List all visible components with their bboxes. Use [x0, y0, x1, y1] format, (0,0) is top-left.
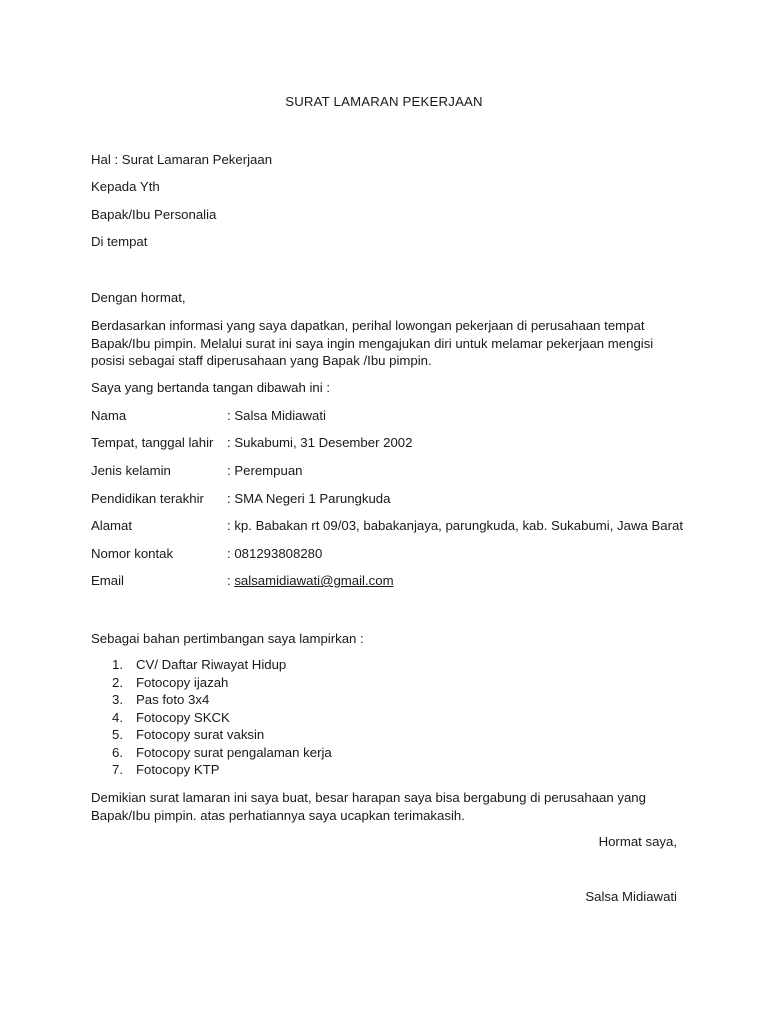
place-line: Di tempat: [91, 234, 148, 249]
list-item: [91, 726, 332, 744]
email-link[interactable]: salsamidiawati@gmail.com: [234, 573, 394, 588]
undersigned-line: Saya yang bertanda tangan dibawah ini :: [91, 380, 331, 395]
list-item: [91, 656, 332, 674]
field-label-email: Email: [91, 573, 124, 588]
field-value-phone: : 081293808280: [227, 546, 323, 561]
field-label-education: Pendidikan terakhir: [91, 491, 204, 506]
list-text: Fotocopy KTP: [136, 762, 220, 777]
list-item: [91, 744, 332, 762]
field-label-gender: Jenis kelamin: [91, 463, 171, 478]
list-text: Fotocopy surat vaksin: [136, 727, 265, 742]
field-value-education: : SMA Negeri 1 Parungkuda: [227, 491, 391, 506]
list-text: Fotocopy ijazah: [136, 674, 229, 690]
list-number: 1.: [112, 657, 123, 672]
email-prefix: :: [227, 573, 235, 588]
signature-name: Salsa Midiawati: [585, 889, 677, 904]
field-label-address: Alamat: [91, 518, 133, 533]
list-number: 4.: [112, 709, 123, 725]
list-number: 6.: [112, 744, 123, 760]
field-value-nama: : Salsa Midiawati: [227, 408, 326, 423]
list-text: Pas foto 3x4: [136, 692, 210, 707]
field-label-nama: Nama: [91, 408, 127, 423]
intro-paragraph: Berdasarkan informasi yang saya dapatkan, perihal lowongan pekerjaan di perusahaan tempat Bapak/Ibu pimpin. Melalui surat ini saya ingin mengajukan diri untuk melamar pekerjaan mengisi posisi sebagai staff diperusahaan yang Bapak /Ibu pimpin.: [91, 318, 654, 368]
subject-line: Hal : Surat Lamaran Pekerjaan: [91, 152, 273, 167]
field-label-ttl: Tempat, tanggal lahir: [91, 435, 214, 450]
list-text: Fotocopy surat pengalaman kerja: [136, 744, 332, 760]
attachments-list: [91, 656, 332, 779]
recipient-line: Bapak/Ibu Personalia: [91, 207, 217, 222]
field-label-phone: Nomor kontak: [91, 546, 174, 561]
list-text: CV/ Daftar Riwayat Hidup: [136, 657, 287, 672]
list-number: 3.: [112, 692, 123, 707]
addressee-line: Kepada Yth: [91, 179, 160, 194]
letter-title: SURAT LAMARAN PEKERJAAN: [285, 94, 483, 109]
list-item: [91, 761, 332, 779]
field-value-address: : kp. Babakan rt 09/03, babakanjaya, parungkuda, kab. Sukabumi, Jawa Barat: [227, 518, 683, 533]
list-number: 5.: [112, 727, 123, 742]
attachments-intro: Sebagai bahan pertimbangan saya lampirkan :: [91, 631, 364, 646]
field-value-ttl: : Sukabumi, 31 Desember 2002: [227, 435, 413, 450]
list-text: Fotocopy SKCK: [136, 709, 230, 725]
closing-paragraph: Demikian surat lamaran ini saya buat, besar harapan saya bisa bergabung di perusahaan yang Bapak/Ibu pimpin. atas perhatiannya saya ucapkan terimakasih.: [91, 790, 646, 823]
greeting: Dengan hormat,: [91, 290, 186, 305]
field-value-gender: : Perempuan: [227, 463, 303, 478]
list-number: 7.: [112, 762, 123, 777]
list-item: [91, 709, 332, 727]
field-value-email: [227, 573, 394, 588]
sign-off: Hormat saya,: [598, 834, 677, 849]
list-number: 2.: [112, 674, 123, 690]
list-item: [91, 691, 332, 709]
list-item: [91, 674, 332, 692]
